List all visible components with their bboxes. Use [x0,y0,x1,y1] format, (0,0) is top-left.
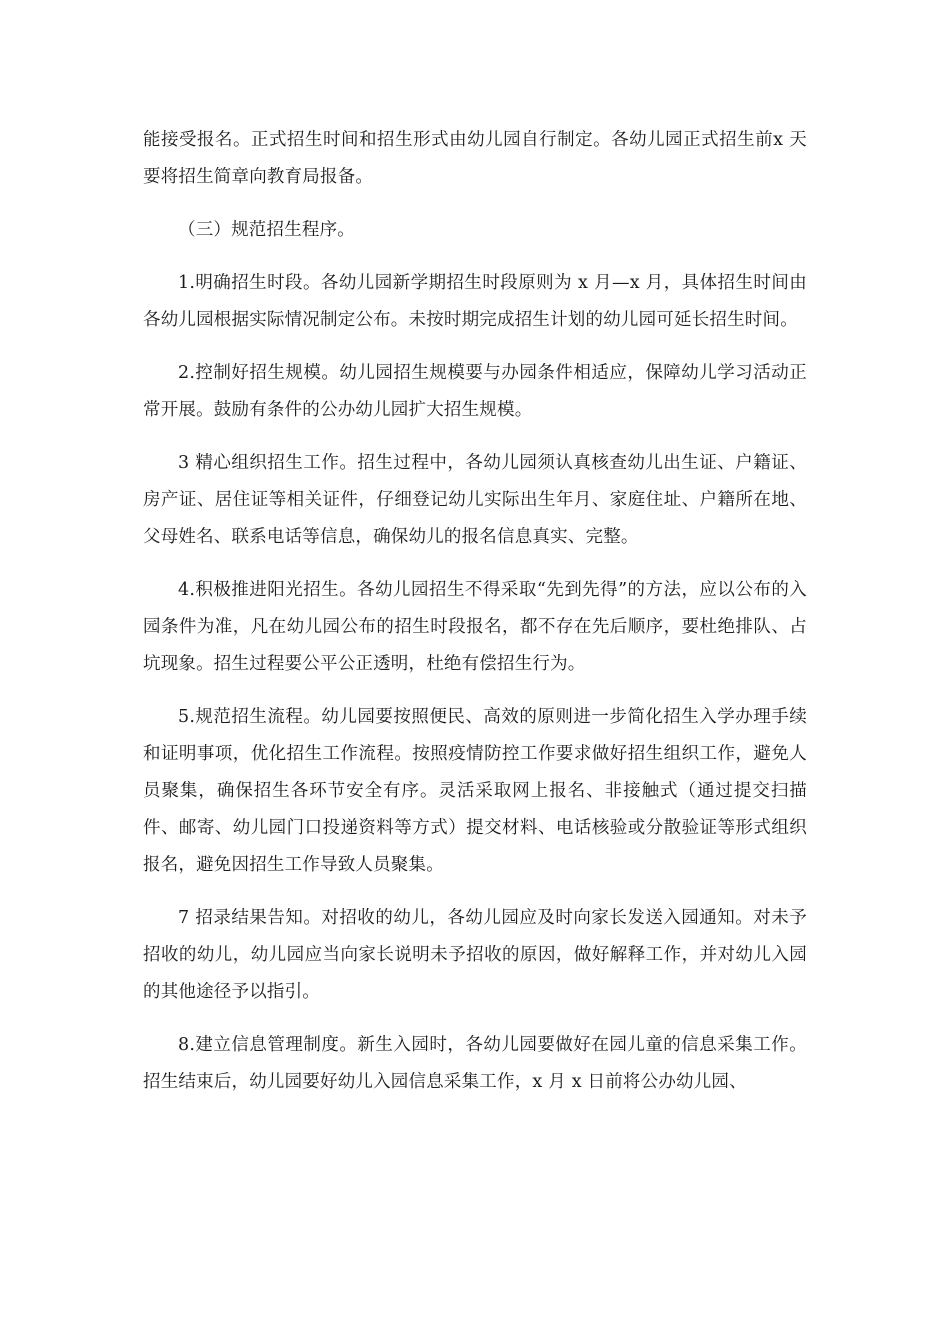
paragraph-item-2: 2.控制好招生规模。幼儿园招生规模要与办园条件相适应，保障幼儿学习活动正常开展。鼓励有条件的公办幼儿园扩大招生规模。 [143,363,807,420]
section-heading-3: （三）规范招生程序。 [178,220,355,240]
paragraph-item-5: 5.规范招生流程。幼儿园要按照便民、高效的原则进一步简化招生入学办理手续和证明事项，优化招生工作流程。按照疫情防控工作要求做好招生组织工作，避免人员聚集，确保招生各环节安全有序。灵活采取网上报名、非接触式（通过提交扫描件、邮寄、幼儿园门口投递资料等方式）提交材料、电话核验或分散验证等形式组织报名，避免因招生工作导致人员聚集。 [143,707,807,875]
paragraph-item-4: 4.积极推进阳光招生。各幼儿园招生不得采取“先到先得”的方法，应以公布的入园条件为准，凡在幼儿园公布的招生时段报名，都不存在先后顺序，要杜绝排队、占坑现象。招生过程要公平公正透明，杜绝有偿招生行为。 [143,580,807,674]
paragraph-item-1: 1.明确招生时段。各幼儿园新学期招生时段原则为 x 月—x 月，具体招生时间由各幼儿园根据实际情况制定公布。未按时期完成招生计划的幼儿园可延长招生时间。 [143,273,807,330]
paragraph-item-8: 8.建立信息管理制度。新生入园时，各幼儿园要做好在园儿童的信息采集工作。招生结束后，幼儿园要好幼儿入园信息采集工作，x 月 x 日前将公办幼儿园、 [143,1035,807,1092]
paragraph-continued: 能接受报名。正式招生时间和招生形式由幼儿园自行制定。各幼儿园正式招生前x 天要将招生简章向教育局报备。 [143,130,807,187]
paragraph-item-7: 7 招录结果告知。对招收的幼儿，各幼儿园应及时向家长发送入园通知。对未予招收的幼儿，幼儿园应当向家长说明未予招收的原因，做好解释工作，并对幼儿入园的其他途径予以指引。 [143,908,807,1002]
document-body [143,122,807,1117]
paragraph-item-3: 3 精心组织招生工作。招生过程中，各幼儿园须认真核查幼儿出生证、户籍证、房产证、居住证等相关证件，仔细登记幼儿实际出生年月、家庭住址、户籍所在地、父母姓名、联系电话等信息，确保幼儿的报名信息真实、完整。 [143,453,807,547]
